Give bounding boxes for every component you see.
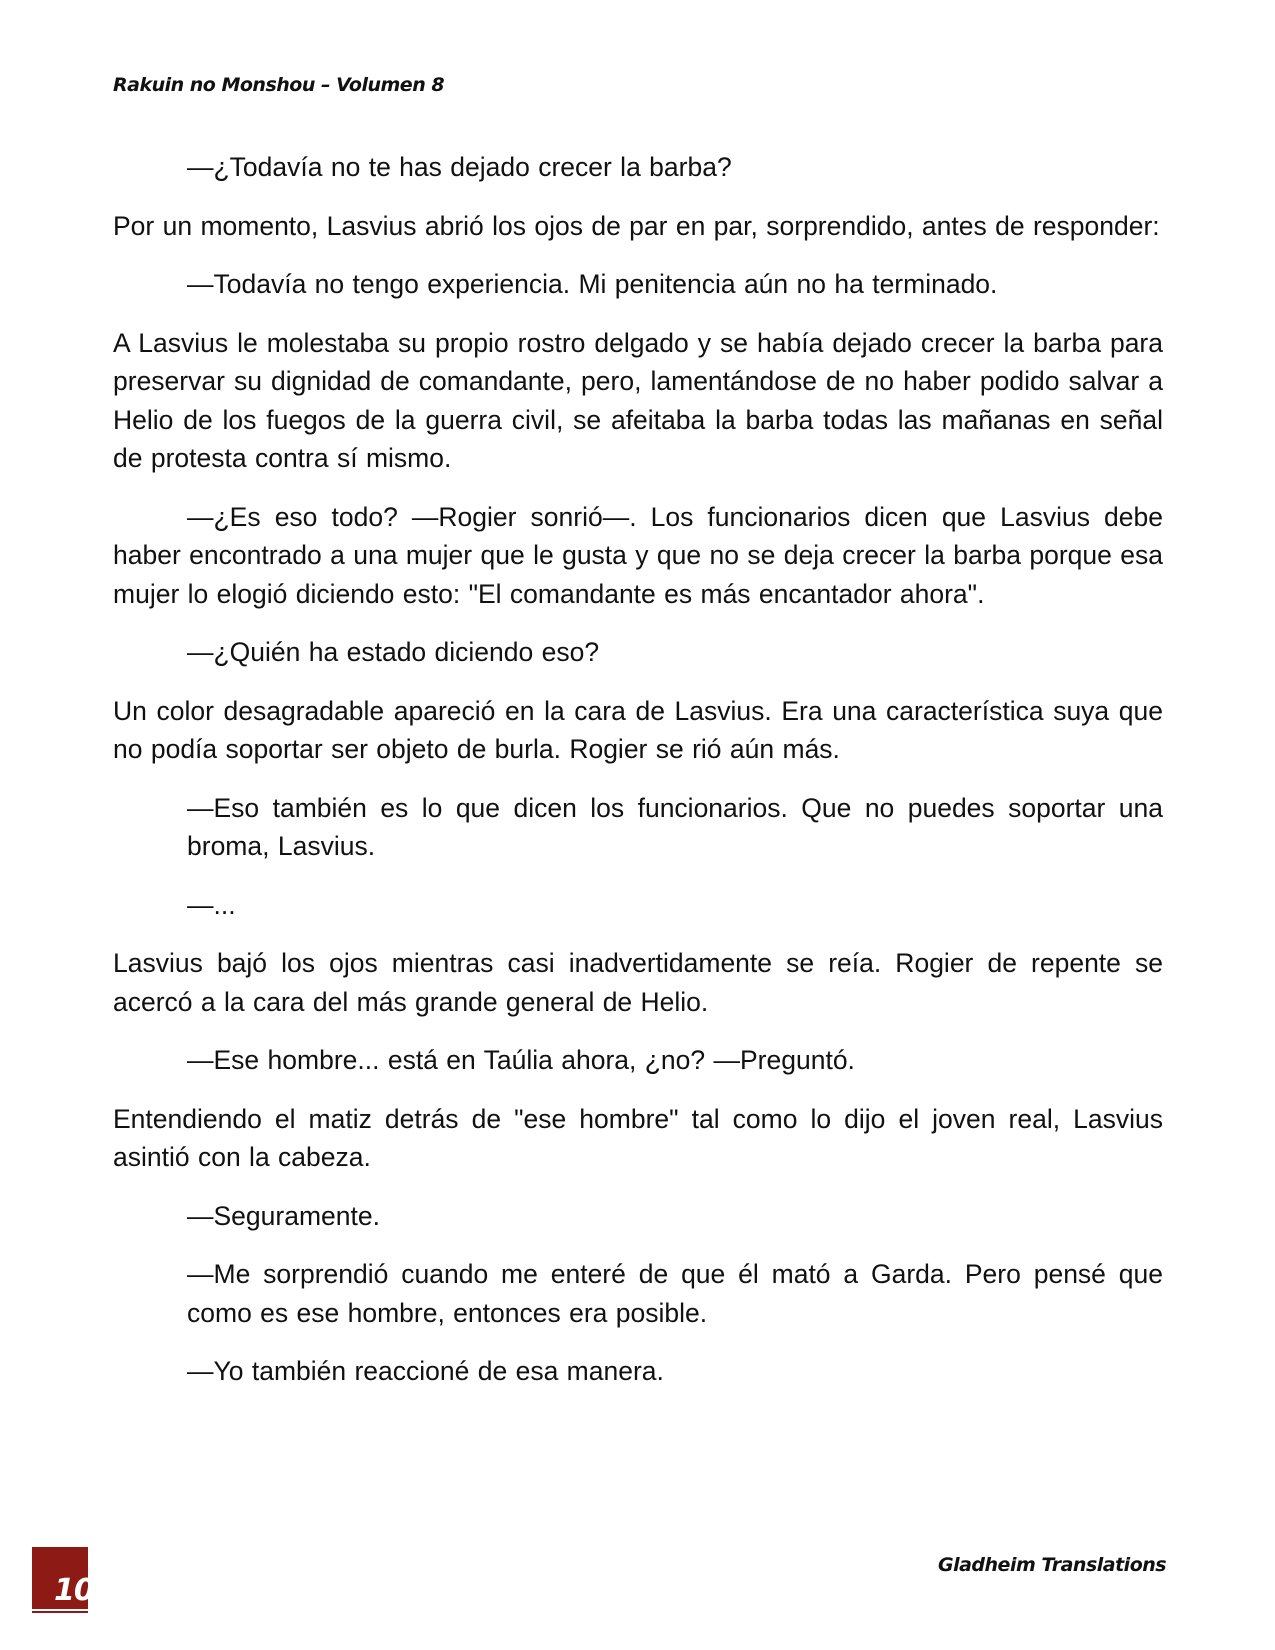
page-number-underline [32,1609,88,1611]
paragraph: A Lasvius le molestaba su propio rostro delgado y se había dejado crecer la barba para preservar su dignidad de comandante, pero, lamentándose de no haber podido salvar a Helio de los fuegos de la guerra civil, se afeitaba la barba todas las mañanas en señal de protesta contra sí mismo. [113,327,1163,473]
paragraph: Lasvius bajó los ojos mientras casi inadvertidamente se reía. Rogier de repente se acercó a la cara del más grande general de Helio. [113,948,1163,1017]
paragraph: Por un momento, Lasvius abrió los ojos de par en par, sorprendido, antes de responder: [113,210,1160,241]
paragraph: Entendiendo el matiz detrás de "ese hombre" tal como lo dijo el joven real, Lasvius asintió con la cabeza. [113,1103,1163,1172]
running-header-title: Rakuin no Monshou – Volumen 8 [113,74,445,96]
paragraph: —Todavía no tengo experiencia. Mi penitencia aún no ha terminado. [187,269,998,299]
paragraph: —Yo también reaccioné de esa manera. [187,1356,664,1386]
paragraph: —¿Quién ha estado diciendo eso? [187,637,600,667]
footer-credit: Gladheim Translations [938,1554,1167,1576]
paragraph: Un color desagradable apareció en la cara de Lasvius. Era una característica suya que no podía soportar ser objeto de burla. Rogier se rió aún más. [113,695,1163,764]
paragraph: —Eso también es lo que dicen los funcionarios. Que no puedes soportar una broma, Lasvius. [187,792,1163,861]
paragraph: —¿Es eso todo? —Rogier sonrió—. Los funcionarios dicen que Lasvius debe haber encontrado a una mujer que le gusta y que no se deja crecer la barba porque esa mujer lo elogió diciendo esto: "El comandante es más encantador ahora". [113,501,1163,609]
paragraph: —Seguramente. [187,1200,380,1231]
page-number: 10 [54,1573,94,1608]
paragraph: —Ese hombre... está en Taúlia ahora, ¿no? —Preguntó. [187,1045,855,1075]
body-text [113,148,1163,1411]
paragraph: —... [187,889,236,920]
paragraph: —Me sorprendió cuando me enteré de que él mató a Garda. Pero pensé que como es ese hombre, entonces era posible. [187,1259,1163,1328]
paragraph: —¿Todavía no te has dejado crecer la barba? [187,152,732,182]
